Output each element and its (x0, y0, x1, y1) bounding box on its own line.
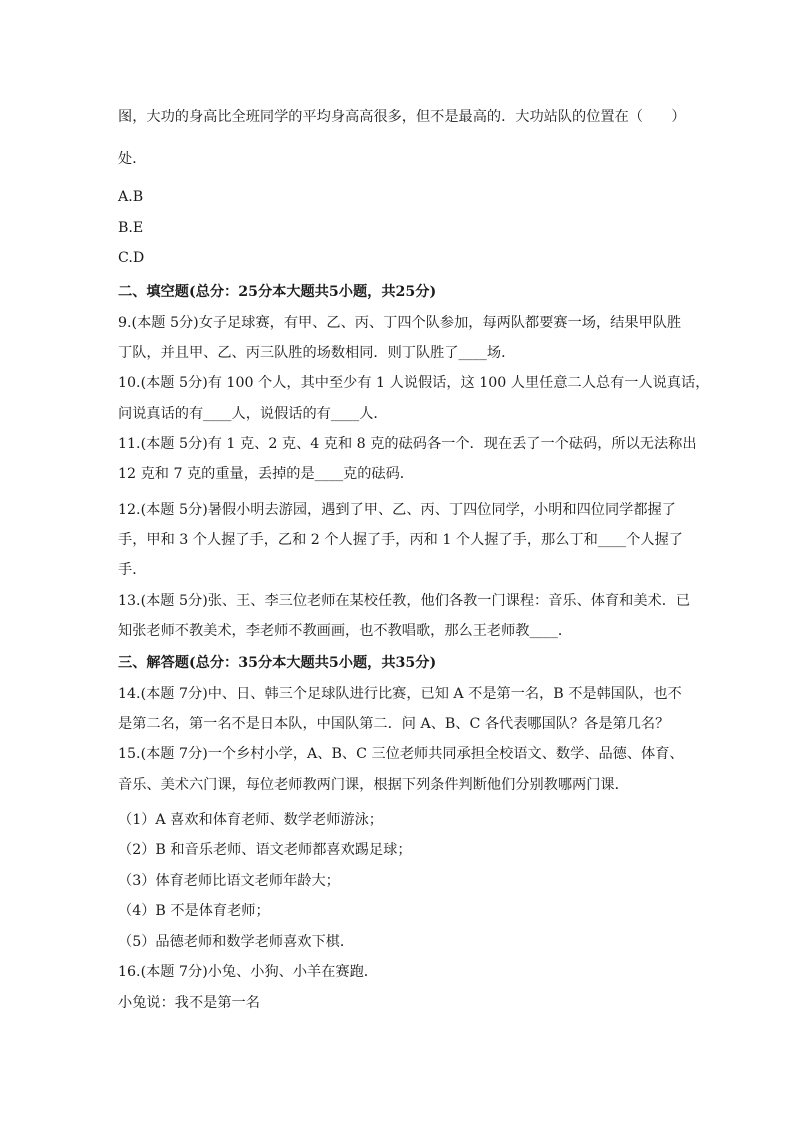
option-c: C.D (118, 250, 145, 266)
question-10-line-1: 10.(本题 5分)有 100 个人，其中至少有 1 人说假话，这 100 人里任意二人总有一人说真话， (118, 375, 710, 391)
question-13-line-1: 13.(本题 5分)张、王、李三位老师在某校任教，他们各教一门课程：音乐、体育和美术．已 (118, 593, 691, 609)
question-9-line-1: 9.(本题 5分)女子足球赛，有甲、乙、丙、丁四个队参加，每两队都要赛一场，结果甲队胜 (118, 315, 682, 331)
question-16-line-2: 小兔说：我不是第一名 (118, 995, 260, 1011)
question-9-line-2: 丁队，并且甲、乙、丙三队胜的场数相同．则丁队胜了____场． (118, 345, 516, 361)
question-15-line-2: 音乐、美术六门课，每位老师教两门课，根据下列条件判断他们分别教哪两门课． (118, 777, 629, 793)
question-15-condition-1: （1）A 喜欢和体育老师、数学老师游泳； (118, 812, 383, 828)
section-3-heading: 三、解答题(总分：35分本大题共5小题，共35分) (118, 655, 437, 671)
question-14-line-2: 是第二名，第一名不是日本队，中国队第二．问 A、B、C 各代表哪国队？各是第几名？ (118, 716, 670, 732)
question-11-line-1: 11.(本题 5分)有 1 克、2 克、4 克和 8 克的砝码各一个．现在丢了一个砝码，所以无法称出 (118, 436, 697, 452)
carryover-line-1: 图，大功的身高比全班同学的平均身高高很多，但不是最高的．大功站队的位置在（ ） (118, 109, 686, 125)
question-16-line-1: 16.(本题 7分)小兔、小狗、小羊在赛跑． (118, 964, 378, 980)
question-15-condition-5: （5）品德老师和数学老师喜欢下棋． (118, 934, 355, 950)
question-11-line-2: 12 克和 7 克的重量，丢掉的是____克的砝码． (118, 466, 414, 482)
question-12-line-3: 手． (118, 562, 147, 578)
option-b: B.E (118, 220, 144, 236)
question-14-line-1: 14.(本题 7分)中、日、韩三个足球队进行比赛，已知 A 不是第一名，B 不是韩国队，也不 (118, 686, 682, 702)
option-a: A.B (118, 189, 144, 205)
question-12-line-2: 手，甲和 3 个人握了手，乙和 2 个人握了手，丙和 1 个人握了手，那么丁和____个人握了 (118, 532, 683, 548)
question-15-condition-2: （2）B 和音乐老师、语文老师都喜欢踢足球； (118, 842, 412, 858)
section-2-heading: 二、填空题(总分：25分本大题共5小题，共25分) (118, 284, 437, 300)
carryover-line-2: 处． (118, 151, 147, 167)
question-13-line-2: 知张老师不教美术，李老师不教画画，也不教唱歌，那么王老师教____． (118, 623, 573, 639)
question-15-condition-4: （4）B 不是体育老师； (118, 903, 270, 919)
question-10-line-2: 问说真话的有____人，说假话的有____人． (118, 406, 388, 422)
question-15-condition-3: （3）体育老师比语文老师年龄大； (118, 873, 340, 889)
question-15-line-1: 15.(本题 7分)一个乡村小学，A、B、C 三位老师共同承担全校语文、数学、品德、体育、 (118, 746, 684, 762)
question-12-line-1: 12.(本题 5分)暑假小明去游园，遇到了甲、乙、丙、丁四位同学，小明和四位同学都握了 (118, 502, 676, 518)
